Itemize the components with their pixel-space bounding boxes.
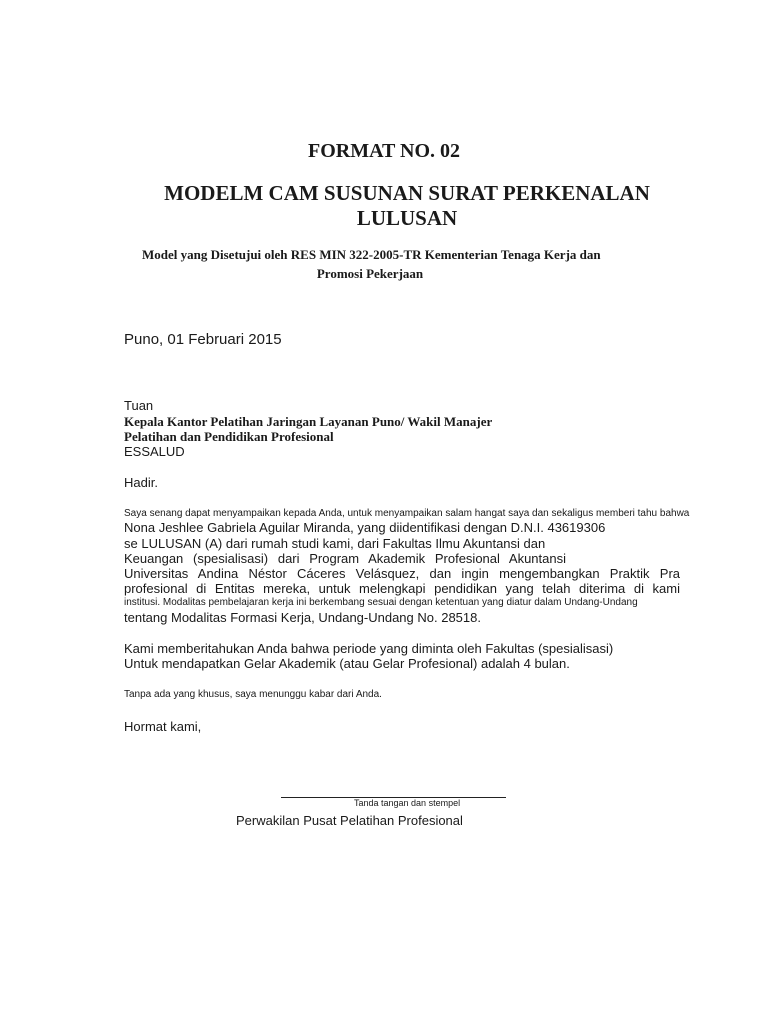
addressee-block xyxy=(124,398,492,460)
addressee-line-1: Kepala Kantor Pelatihan Jaringan Layanan Puno/ Wakil Manajer xyxy=(124,414,493,429)
format-number: FORMAT NO. 02 xyxy=(307,140,461,162)
body-line-5: profesional di Entitas mereka, untuk melengkapi pendidikan yang telah diterima di kami xyxy=(124,581,680,596)
greeting: Hadir. xyxy=(124,475,158,490)
body-line-3: Keuangan (spesialisasi) dari Program Akademik Profesional Akuntansi xyxy=(124,551,566,566)
body-line-1: Nona Jeshlee Gabriela Aguilar Miranda, yang diidentifikasi dengan D.N.I. 43619306 xyxy=(124,520,606,535)
valediction: Hormat kami, xyxy=(124,719,202,734)
signature-name: Perwakilan Pusat Pelatihan Profesional xyxy=(236,813,463,828)
body-line-4: Universitas Andina Néstor Cáceres Velásquez, dan ingin mengembangkan Praktik Pra xyxy=(124,566,680,581)
letter-date: Puno, 01 Februari 2015 xyxy=(124,331,282,348)
document-title-line-2: LULUSAN xyxy=(356,206,458,230)
addressee-line-2: Pelatihan dan Pendidikan Profesional xyxy=(124,429,334,444)
body-paragraph-2-line-2: Untuk mendapatkan Gelar Akademik (atau Gelar Profesional) adalah 4 bulan. xyxy=(124,656,570,671)
subtitle-line-1: Model yang Disetujui oleh RES MIN 322-2005-TR Kementerian Tenaga Kerja dan xyxy=(142,247,601,262)
signature-caption: Tanda tangan dan stempel xyxy=(354,798,461,808)
subtitle-line-2: Promosi Pekerjaan xyxy=(316,266,424,281)
body-paragraph-2-line-1: Kami memberitahukan Anda bahwa periode yang diminta oleh Fakultas (spesialisasi) xyxy=(124,641,614,656)
body-line-2: se LULUSAN (A) dari rumah studi kami, dari Fakultas Ilmu Akuntansi dan xyxy=(124,536,546,551)
addressee-line-3: ESSALUD xyxy=(124,444,185,459)
body-line-6: institusi. Modalitas pembelajaran kerja ini berkembang sesuai dengan ketentuan yang diatur dalam Undang-Undang xyxy=(124,597,638,608)
closing-note: Tanpa ada yang khusus, saya menunggu kabar dari Anda. xyxy=(124,689,382,700)
addressee-salutation: Tuan xyxy=(124,398,154,413)
document-title-line-1: MODELM CAM SUSUNAN SURAT PERKENALAN xyxy=(164,181,650,205)
body-line-7: tentang Modalitas Formasi Kerja, Undang-Undang No. 28518. xyxy=(124,610,481,625)
body-intro: Saya senang dapat menyampaikan kepada Anda, untuk menyampaikan salam hangat saya dan sekaligus memberi tahu bahwa xyxy=(124,508,690,519)
